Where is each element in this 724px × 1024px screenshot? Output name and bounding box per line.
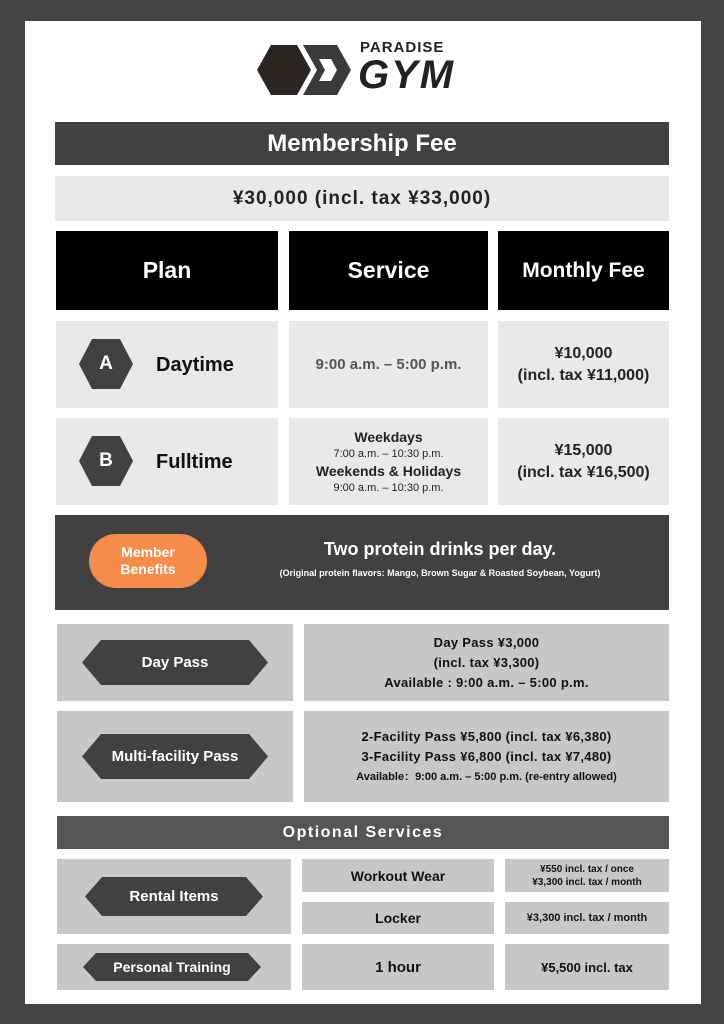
- price-line: ¥3,300 incl. tax / month: [526, 912, 648, 924]
- training-duration: 1 hour: [302, 944, 494, 990]
- rental-items-label-cell: [57, 859, 291, 934]
- multi-pass-details: [304, 711, 669, 802]
- rental-item-name: Workout Wear: [302, 859, 494, 892]
- pass-line: Available：9:00 a.m. – 5:00 p.m. (re-entry allowed): [356, 770, 617, 783]
- rental-item-price: [505, 902, 669, 934]
- rental-item-price: [505, 859, 669, 892]
- plan-cell-b: [56, 418, 278, 505]
- benefits-badge-line: Member: [121, 544, 175, 560]
- pass-line: (incl. tax ¥3,300): [433, 654, 540, 670]
- price-line: ¥550 incl. tax / once: [540, 863, 634, 875]
- service-cell-b: [289, 418, 488, 505]
- service-weekday-hours: 7:00 a.m. – 10:30 p.m.: [333, 447, 444, 460]
- brand-big: GYM: [358, 53, 456, 97]
- fee-cell-a: [498, 321, 669, 408]
- pass-line: Available : 9:00 a.m. – 5:00 p.m.: [384, 674, 589, 690]
- day-pass-label: Day Pass: [141, 654, 209, 671]
- header-service: Service: [289, 231, 488, 310]
- plan-cell-a: [56, 321, 278, 408]
- personal-training-label-cell: [57, 944, 291, 990]
- benefits-badge-line: Benefits: [120, 561, 176, 577]
- plan-badge: B: [99, 450, 113, 471]
- pass-line: 2-Facility Pass ¥5,800 (incl. tax ¥6,380): [361, 728, 612, 744]
- header-monthly-fee: Monthly Fee: [498, 231, 669, 310]
- benefits-note: (Original protein flavors: Mango, Brown Sugar & Roasted Soybean, Yogurt): [279, 568, 601, 578]
- multi-pass-label: Multi-facility Pass: [111, 748, 239, 765]
- rental-items-label: Rental Items: [129, 888, 219, 905]
- training-price: ¥5,500 incl. tax: [505, 944, 669, 990]
- pass-line: Day Pass ¥3,000: [433, 634, 540, 650]
- header-plan: Plan: [56, 231, 278, 310]
- price-sheet: [25, 21, 701, 1004]
- member-benefits-panel: [55, 515, 669, 610]
- price-line: ¥3,300 incl. tax / month: [532, 876, 642, 888]
- member-benefits-badge: [89, 534, 207, 588]
- fee-cell-b: [498, 418, 669, 505]
- fee-incl-tax: (incl. tax ¥11,000): [517, 366, 650, 384]
- service-hours: 9:00 a.m. – 5:00 p.m.: [315, 356, 462, 373]
- multi-pass-label-cell: [57, 711, 293, 802]
- day-pass-label-cell: [57, 624, 293, 701]
- gym-logo-icon: [257, 41, 369, 99]
- plan-name: Daytime: [156, 354, 234, 376]
- personal-training-label: Personal Training: [113, 959, 231, 975]
- brand-small: PARADISE: [360, 39, 445, 56]
- plan-badge: A: [99, 353, 113, 374]
- fee-incl-tax: (incl. tax ¥16,500): [517, 463, 650, 481]
- optional-services-title: Optional Services: [57, 816, 669, 849]
- day-pass-details: [304, 624, 669, 701]
- pass-line: 3-Facility Pass ¥6,800 (incl. tax ¥7,480): [361, 748, 612, 764]
- service-weekends: Weekends & Holidays: [315, 462, 462, 479]
- service-weekdays: Weekdays: [354, 428, 423, 445]
- membership-title: Membership Fee: [55, 122, 669, 165]
- service-cell-a: [289, 321, 488, 408]
- rental-item-name: Locker: [302, 902, 494, 934]
- service-weekend-hours: 9:00 a.m. – 10:30 p.m.: [333, 481, 444, 494]
- benefits-headline: Two protein drinks per day.: [323, 539, 557, 559]
- membership-fee: ¥30,000 (incl. tax ¥33,000): [55, 176, 669, 221]
- plan-name: Fulltime: [156, 451, 233, 473]
- fee-price: ¥15,000: [554, 441, 613, 459]
- fee-price: ¥10,000: [554, 344, 613, 362]
